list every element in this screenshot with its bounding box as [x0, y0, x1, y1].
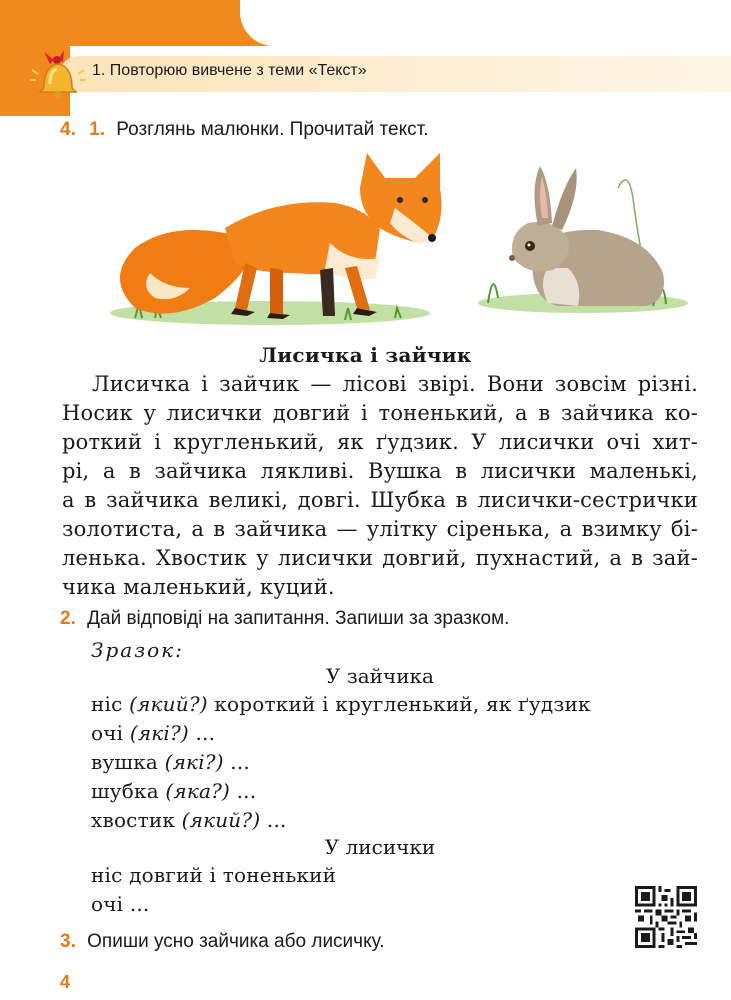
hare-row [91, 779, 256, 803]
story-title: Лисичка і зайчик [259, 343, 472, 367]
row-word: очі [91, 721, 124, 745]
row-question: (які?) [129, 721, 189, 745]
part3-number: 3. [60, 931, 76, 952]
fox-row: ніс довгий і тоненький [91, 863, 337, 887]
bell-icon [30, 44, 86, 104]
row-word: хвостик [91, 808, 176, 832]
task-number: 4. [60, 119, 76, 140]
row-question: (який?) [129, 692, 208, 716]
story-line: а в зайчика великі, довгі. Шубка в лисички-сестрички [62, 488, 698, 512]
story-line: золотиста, а в зайчика — улітку сіренька, а взимку бі- [62, 517, 698, 541]
hare-row [91, 808, 287, 832]
part3-heading [60, 931, 384, 953]
qr-code-icon [635, 886, 697, 948]
fox-row: очі ... [91, 892, 150, 916]
part2-number: 2. [60, 608, 76, 629]
story-line: чика маленький, куций. [62, 575, 335, 599]
row-word: вушка [91, 750, 159, 774]
hare-heading: У зайчика [326, 664, 434, 688]
part1-text: Розглянь малюнки. Прочитай текст. [116, 119, 429, 140]
row-question: (які?) [164, 750, 224, 774]
hare-row [91, 750, 250, 774]
part1-number: 1. [89, 119, 105, 140]
row-answer: короткий і кругленький, як ґудзик [214, 692, 591, 716]
row-word: шубка [91, 779, 159, 803]
part3-text: Опиши усно зайчика або лисичку. [87, 931, 385, 952]
story-line: Носик у лисички довгий і тоненький, а в зайчика ко- [62, 401, 698, 425]
task-heading [60, 119, 428, 141]
row-answer: ... [266, 808, 287, 832]
header-white-tab [240, 0, 731, 46]
hare-row [91, 721, 215, 745]
hare-illustration [468, 158, 693, 320]
sample-label: Зразок: [91, 638, 184, 662]
page-number: 4 [60, 972, 71, 992]
story-line: Лисичка і зайчик — лісові звірі. Вони зовсім різні. [92, 372, 698, 396]
row-question: (яка?) [165, 779, 231, 803]
row-word: ніс [91, 692, 123, 716]
story-line: роткий і кругленький, як ґудзик. У лисички очі хит- [62, 430, 698, 454]
story-line: рі, а в зайчика лякливі. Вушка в лисички маленькі, [62, 459, 698, 483]
part2-text: Дай відповіді на запитання. Запиши за зразком. [87, 608, 510, 629]
fox-heading: У лисички [324, 835, 436, 859]
hare-row [91, 692, 591, 716]
row-answer: ... [230, 750, 250, 774]
row-answer: ... [195, 721, 216, 745]
row-answer: ... [236, 779, 257, 803]
section-title: 1. Повторюю вивчене з теми «Текст» [92, 62, 367, 79]
part2-heading [60, 608, 509, 630]
fox-illustration [95, 148, 455, 333]
row-question: (який?) [181, 808, 261, 832]
story-line: ленька. Хвостик у лисички довгий, пухнастий, а в зай- [62, 546, 698, 570]
